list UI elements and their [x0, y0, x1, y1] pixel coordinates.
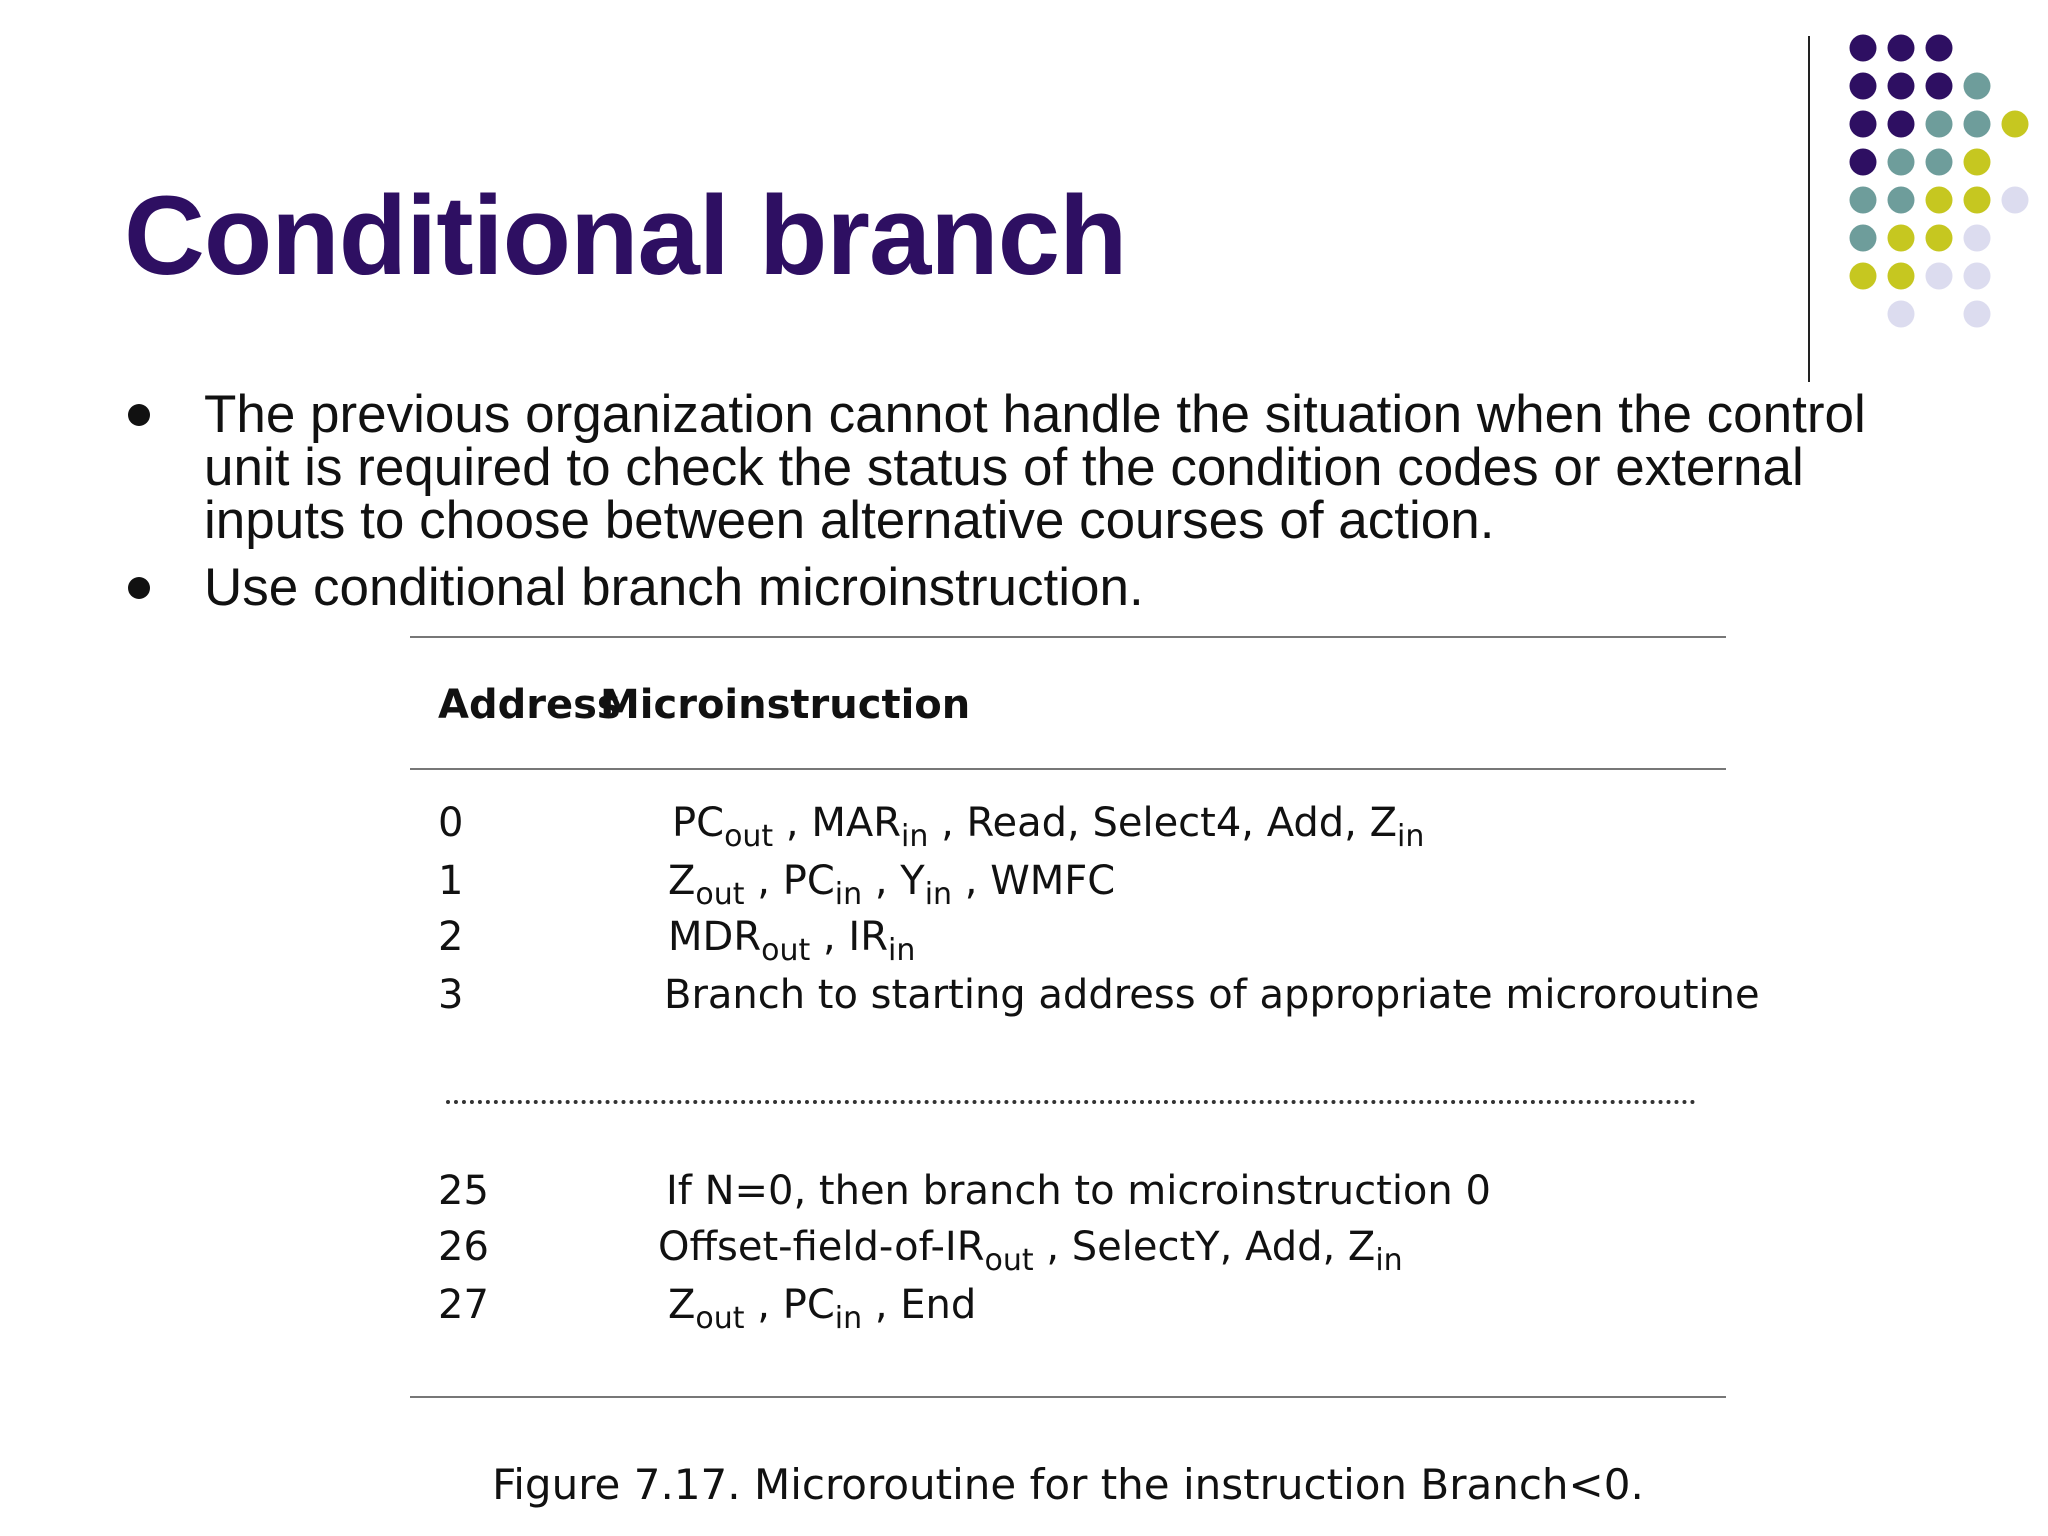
decorative-dot — [1926, 187, 1953, 214]
decorative-dot — [1926, 35, 1953, 62]
row-address: 26 — [438, 1224, 489, 1270]
row-address: 25 — [438, 1168, 489, 1214]
subscript: in — [1397, 819, 1425, 854]
decorative-dot — [1888, 301, 1915, 328]
bullet-item — [120, 558, 1940, 617]
subscript: out — [984, 1243, 1034, 1278]
microroutine-figure — [410, 636, 1760, 1509]
row-microinstruction: $MDR_{out}$ , $IR_{in}$ — [668, 914, 916, 968]
decorative-dot — [1850, 187, 1877, 214]
decorative-dot — [1888, 225, 1915, 252]
row-microinstruction: Offset-$field-of-IR_{out}$ , SelectY, Add, $Z_{in}$ — [658, 1224, 1403, 1278]
slide-title: Conditional branch — [124, 173, 1127, 298]
subscript: in — [901, 819, 929, 854]
decorative-dot — [1888, 149, 1915, 176]
decorative-dot — [1964, 149, 1991, 176]
row-microinstruction: $Z_{out}$ , $PC_{in}$ , End — [668, 1282, 977, 1336]
row-microinstruction: $PC_{out}$ , $MAR_{in}$ , Read, Select4, Add, $Z_{in}$ — [672, 800, 1425, 854]
decorative-dot — [1850, 73, 1877, 100]
decorative-dot — [1850, 263, 1877, 290]
table-row — [410, 1168, 1726, 1228]
decorative-dot — [1926, 73, 1953, 100]
bullet-dot-icon — [128, 577, 150, 599]
table-row — [410, 800, 1726, 860]
microinstruction-rows — [410, 770, 1760, 1396]
decorative-dot — [1850, 35, 1877, 62]
subscript: in — [834, 1301, 863, 1336]
row-address: 2 — [438, 914, 464, 960]
decorative-dot — [1964, 187, 1991, 214]
decorative-dot — [1888, 35, 1915, 62]
subscript: out — [695, 877, 745, 912]
bullet-item — [120, 385, 1940, 550]
figure-caption: Figure 7.17. Microroutine for the instruction Branch<0. — [492, 1460, 1644, 1509]
row-address: 0 — [438, 800, 464, 846]
bullet-list — [120, 385, 1940, 628]
decorative-dot — [2002, 111, 2029, 138]
decorative-dot — [1926, 149, 1953, 176]
row-address: 3 — [438, 972, 464, 1018]
table-header — [410, 638, 1726, 768]
decorative-dot — [2002, 187, 2029, 214]
bullet-dot-icon — [128, 404, 150, 426]
row-address: 27 — [438, 1282, 489, 1328]
table-row — [410, 858, 1726, 918]
decorative-dot — [1926, 263, 1953, 290]
subscript: out — [761, 933, 811, 968]
decorative-dot — [1964, 301, 1991, 328]
row-microinstruction: Branch to starting address of appropriate microroutine — [664, 972, 1760, 1018]
table-row — [410, 1282, 1726, 1342]
subscript: out — [724, 819, 774, 854]
bullet-text: Use conditional branch microinstruction. — [204, 558, 1144, 617]
decorative-dot — [1888, 111, 1915, 138]
table-row — [410, 1224, 1726, 1284]
decorative-dot — [1888, 187, 1915, 214]
divider-line — [1808, 36, 1810, 382]
table-row — [410, 914, 1726, 974]
row-address: 1 — [438, 858, 464, 904]
bullet-text: The previous organization cannot handle the situation when the control unit is required to check the status of the condition codes or external inputs to choose between alternative courses of action. — [204, 385, 1866, 550]
row-microinstruction: $Z_{out}$ , $PC_{in}$ , $Y_{in}$ , WMFC — [668, 858, 1116, 912]
dotted-separator — [446, 1100, 1696, 1104]
decorative-dot — [1926, 225, 1953, 252]
subscript: in — [887, 933, 916, 968]
decorative-dot — [1926, 111, 1953, 138]
subscript: in — [834, 877, 863, 912]
table-row — [410, 972, 1760, 1032]
decorative-dot — [1850, 111, 1877, 138]
decorative-dot — [1888, 73, 1915, 100]
decorative-dot — [1964, 73, 1991, 100]
microinstruction-header: Microinstruction — [600, 682, 971, 728]
decorative-dot — [1888, 263, 1915, 290]
decorative-dot — [1850, 149, 1877, 176]
decorative-dot — [1964, 225, 1991, 252]
address-header: Address — [438, 682, 621, 728]
subscript: in — [924, 877, 953, 912]
decorative-dot — [1964, 111, 1991, 138]
decorative-dot — [1850, 225, 1877, 252]
row-microinstruction: If N=0, then branch to microinstruction 0 — [666, 1168, 1491, 1214]
decorative-dot — [1964, 263, 1991, 290]
subscript: in — [1375, 1243, 1403, 1278]
bottom-rule — [410, 1396, 1726, 1398]
subscript: out — [695, 1301, 745, 1336]
